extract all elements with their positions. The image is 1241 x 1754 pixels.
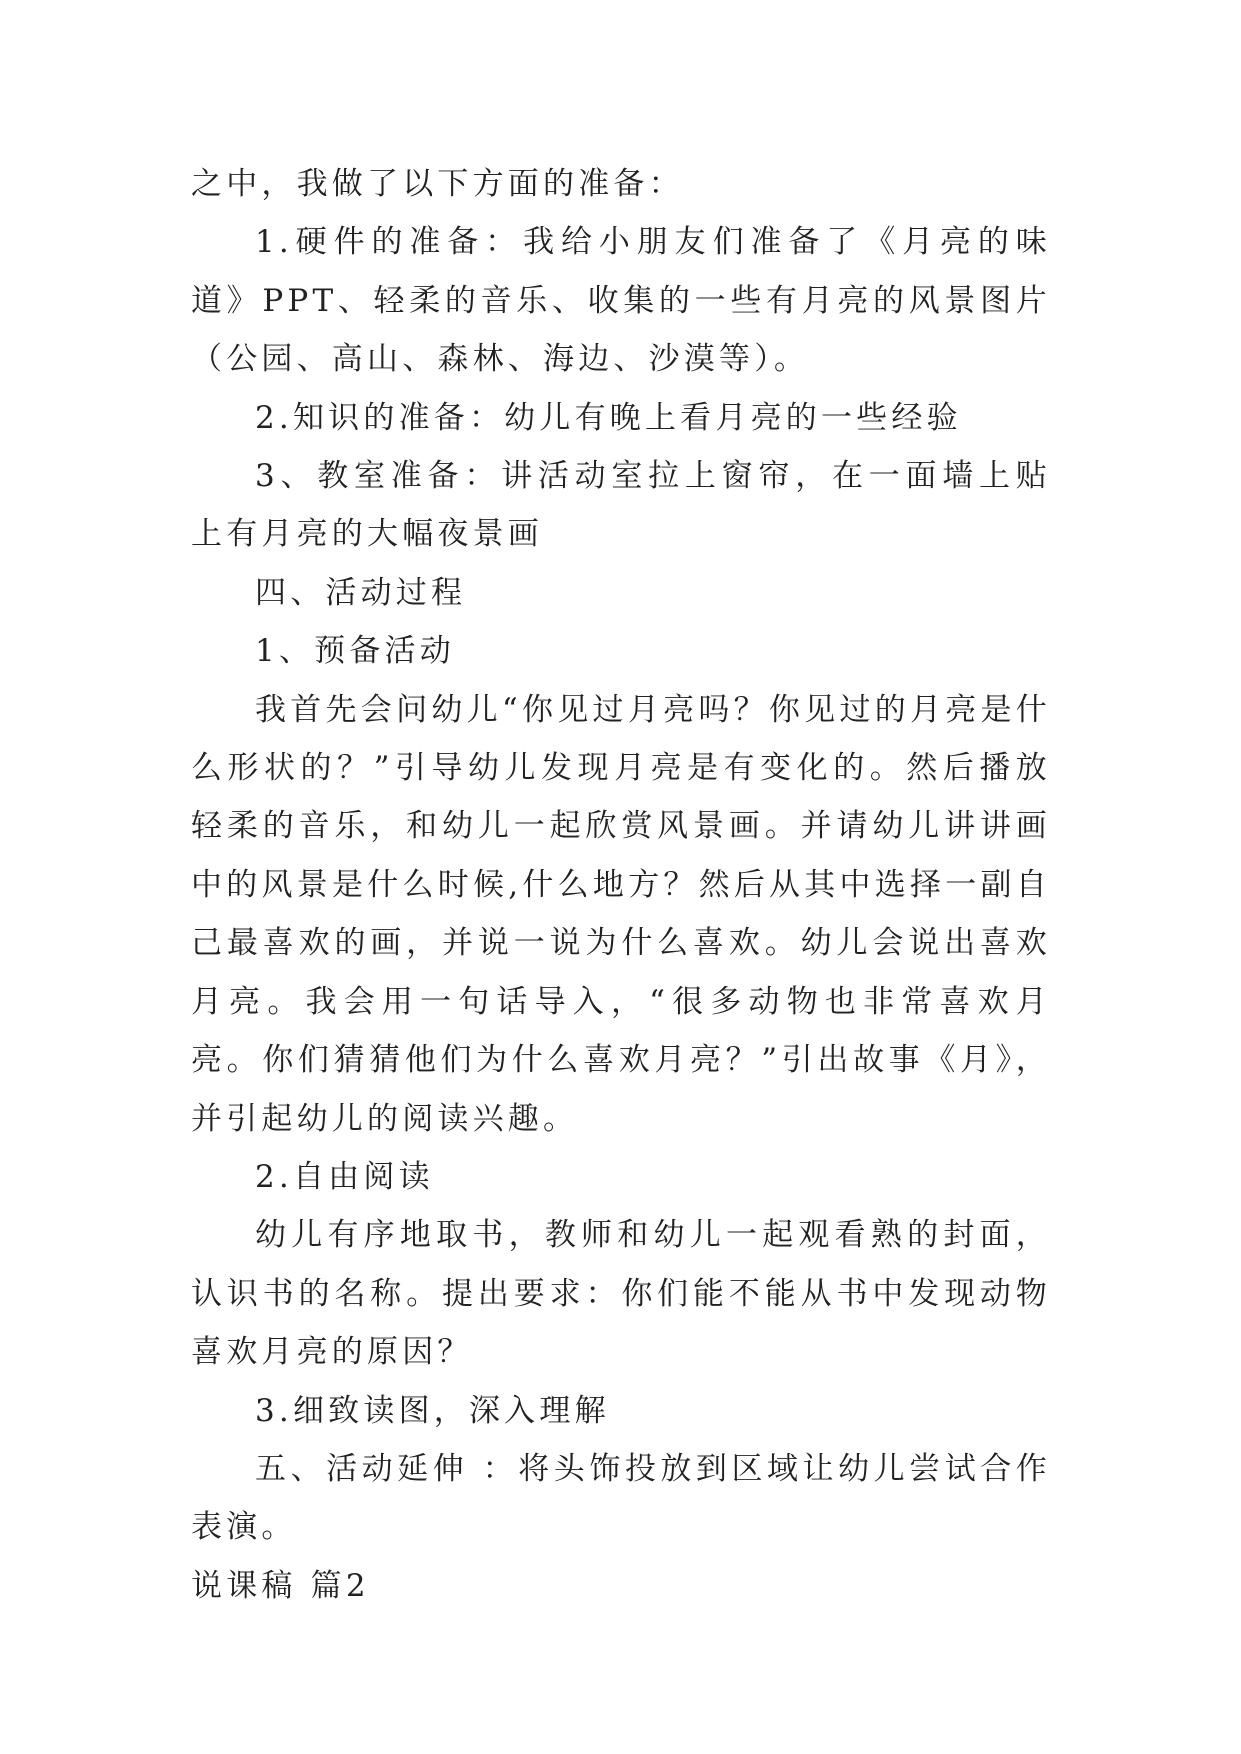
document-body xyxy=(191,155,1051,1615)
paragraph: 2.知识的准备：幼儿有晚上看月亮的一些经验 xyxy=(255,399,962,436)
paragraph: 幼儿有序地取书，教师和幼儿一起观看熟的封面，认识书的名称。提出要求：你们能不能从书中发现动物喜欢月亮的原因？ xyxy=(191,1217,1051,1371)
subsection-title: 1、预备活动 xyxy=(255,633,455,670)
section-heading: 说课稿 篇2 xyxy=(191,1567,370,1604)
section-title: 四、活动过程 xyxy=(255,574,467,611)
subsection-title: 2.自由阅读 xyxy=(255,1158,434,1195)
subsection-title: 3.细致读图，深入理解 xyxy=(255,1392,610,1429)
paragraph: 1.硬件的准备：我给小朋友们准备了《月亮的味道》PPT、轻柔的音乐、收集的一些有月亮的风景图片（公园、高山、森林、海边、沙漠等）。 xyxy=(191,224,1051,378)
paragraph: 3、教室准备：讲活动室拉上窗帘，在一面墙上贴上有月亮的大幅夜景画 xyxy=(191,458,1051,553)
paragraph: 五、活动延伸 ：将头饰投放到区域让幼儿尝试合作表演。 xyxy=(191,1450,1051,1546)
paragraph: 我首先会问幼儿“你见过月亮吗？你见过的月亮是什么形状的？”引导幼儿发现月亮是有变化的。然后播放轻柔的音乐，和幼儿一起欣赏风景画。并请幼儿讲讲画中的风景是什么时候,什么地方？然后从其中选择一副自己最喜欢的画，并说一说为什么喜欢。幼儿会说出喜欢月亮。我会用一句话导入，“很多动物也非常喜欢月亮。你们猜猜他们为什么喜欢月亮？”引出故事《月》，并引起幼儿的阅读兴趣。 xyxy=(191,691,1051,1137)
paragraph: 之中，我做了以下方面的准备： xyxy=(191,166,684,202)
